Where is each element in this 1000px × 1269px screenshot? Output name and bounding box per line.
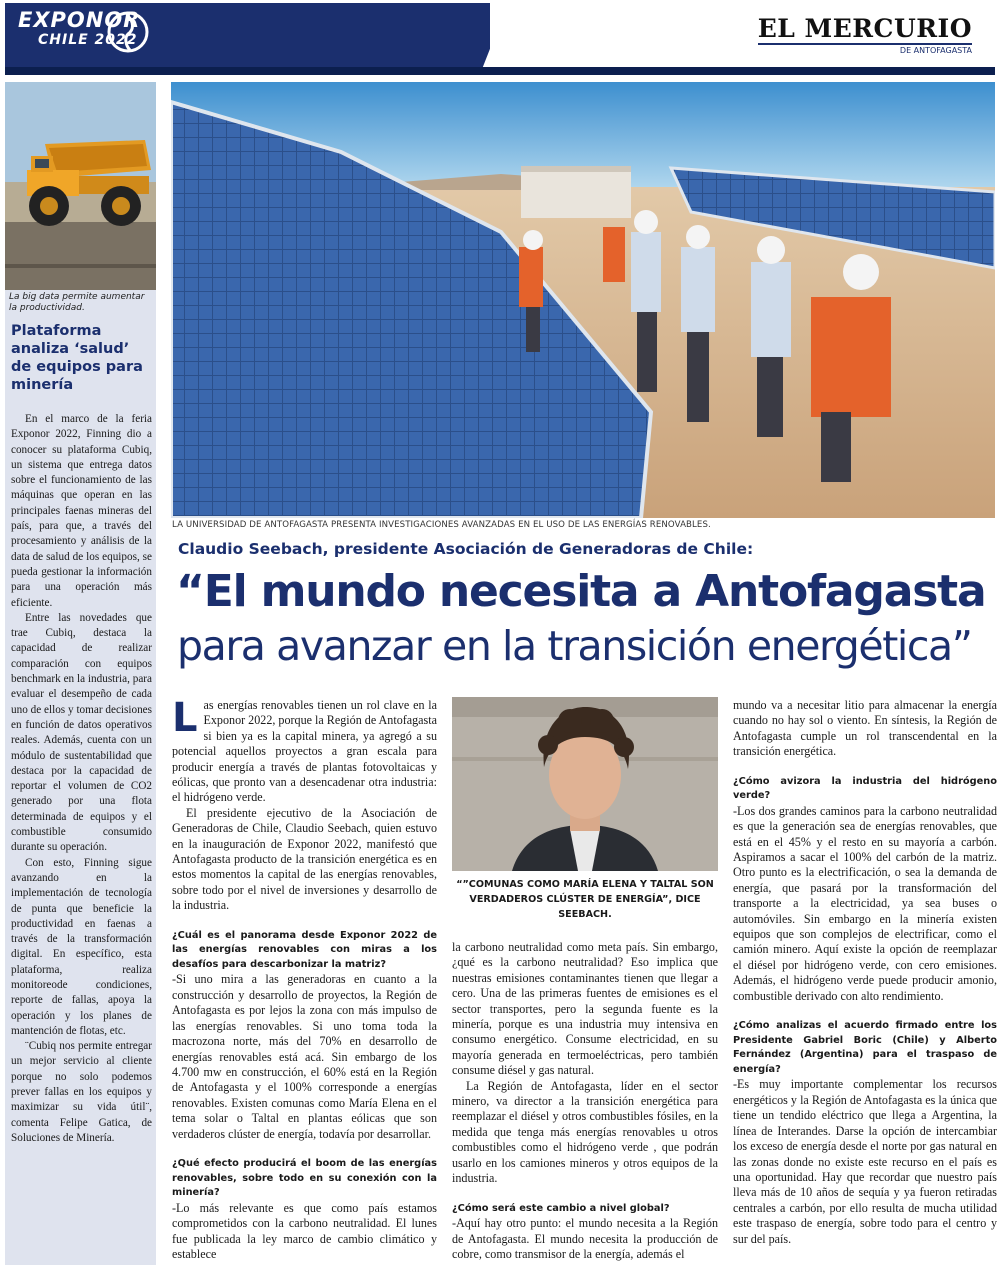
article-column-3 xyxy=(733,698,997,1247)
interview-question: ¿Cuál es el panorama desde Exponor 2022 de las energías renovables con miras a los desafíos para descarbonizar la matriz? xyxy=(172,929,437,970)
solar-panels-photo xyxy=(171,82,995,518)
headline-line2: para avanzar en la transición energética” xyxy=(177,622,972,670)
portrait-illustration xyxy=(452,697,718,871)
interview-question: ¿Cómo será este cambio a nivel global? xyxy=(452,1202,670,1214)
sidebar-title: Plataforma analiza ‘salud’ de equipos para minería xyxy=(11,323,143,393)
interview-answer: -Aquí hay otro punto: el mundo necesita a la Región de Antofagasta. El mundo necesita la producción de cobre, como transmisor de la energía, además el xyxy=(452,1216,718,1261)
sidebar-paragraph: Entre las novedades que trae Cubiq, destaca la capacidad de realizar comparación con equipos benchmark en la industria, para evaluar el desempeño de cada uno de ellos y tomar decisiones en función de datos operativos reales. Además, cuenta con un módulo de sustentabilidad que destaca por la capacidad de reportar el volumen de CO2 generado por una flota determinada de equipos y el combustible consumido durante su operación. xyxy=(11,611,152,854)
mining-truck-photo xyxy=(5,82,156,290)
article-column-2 xyxy=(452,940,718,1262)
interview-question: ¿Cómo analizas el acuerdo firmado entre los Presidente Gabriel Boric (Chile) y Alberto Fernández (Argentina) para el traspaso de energía? xyxy=(733,1020,997,1075)
interview-question: ¿Qué efecto producirá el boom de las energías renovables, sobre todo en su conexión con la minería? xyxy=(172,1157,437,1199)
interview-answer: -Lo más relevante es que como país estamos comprometidos con la carbono neutralidad. El lunes fue publicada la ley marco de cambio climático y establece xyxy=(172,1200,437,1261)
article-kicker: Claudio Seebach, presidente Asociación de Generadoras de Chile: xyxy=(178,540,754,558)
newspaper-subtitle: DE ANTOFAGASTA xyxy=(758,43,972,55)
sidebar-paragraph: En el marco de la feria Exponor 2022, Finning dio a conocer su plataforma Cubiq, un sistema que entrega datos sobre el funcionamiento de las máquinas que operan en las principales faenas mineras del país, para que, a través del procesamiento y análisis de la data de salud de los equipos, se pueda gestionar la información para una operación más eficiente. xyxy=(11,413,152,609)
sidebar-body xyxy=(11,412,152,1146)
article-paragraph: la carbono neutralidad como meta país. Sin embargo, ¿qué es la carbono neutralidad? Eso implica que nuestras emisiones contaminantes tienen que llegar a cero. Una de las primeras fuentes de emisiones es el sector transportes, pero la segunda fuente es la minería, porque es una industria muy intensiva en consumo energético. Consume electricidad, en su mayoría generada en termoeléctricas, pero también consume diésel y gas natural. xyxy=(452,940,718,1078)
sidebar-article xyxy=(5,82,156,1265)
page-header xyxy=(0,0,1000,78)
exponor-swoosh-icon xyxy=(104,8,152,56)
interview-answer: -Los dos grandes caminos para la carbono neutralidad es que la generación sea de energías renovables, que está en el 45% y el resto en su mayoría a carbón. Aspiramos a sacar el 100% del carbón de la matriz. Otro punto es la electrificación, o sea la demanda de energía, que pasará por la transformación del transporte a la electricidad, ya sea buses o automóviles. Sin embargo en la minería existen equipos que son complejos de electrificar, como el camión minero. Aquí existe la opción de reemplazar el diésel por hidrógeno verde, con cero emisiones. Además, el hidrógeno verde puede producir amonio, combustible derivado con alto rendimiento. xyxy=(733,803,997,1003)
interview-question: ¿Cómo avizora la industria del hidrógeno verde? xyxy=(733,775,997,802)
mining-truck-illustration xyxy=(5,82,156,290)
article-column-1 xyxy=(172,695,437,1262)
sidebar-paragraph: Con esto, Finning sigue avanzando en la implementación de tecnología de punta que beneficie la productividad en faenas a través de la transformación digital. En específico, esta plataforma, realiza monitoreode condiciones, reporte de fallas, apoya la operación y los planes de mantención de flotas, etc. xyxy=(11,856,152,1037)
interview-answer: -Es muy importante complementar los recursos energéticos y la Región de Antofagasta es la única que tiene un tendido eléctrico que llega a Argentina, la línea de Interandes. Darse la opción de intercambiar los exceso de energía desde el norte por gas natural en las zonas donde no existe este recurso en el país es una oportunidad. Hay que recordar que nuestro país lleva más de 10 años de sequía y ya fueron retiradas centrales a carbón, por ello resulta de mucha utilidad este traspaso de energía, sobre todo para el centro y sur del país. xyxy=(733,1077,997,1246)
solar-field-illustration xyxy=(171,82,995,518)
interview-answer: -Si uno mira a las generadoras en cuanto a la construcción y desarrollo de proyectos, la Región de Antofagasta es por lejos la zona con más impulso de las energías renovables. Si uno toma toda la macrozona norte, más del 70% en desarrollo de energías renovables está acá. Sin embargo de los 4.700 mw en construcción, el 60% está en la Región de Antofagasta y el 100% corresponde a energías renovables. Existen comunas como María Elena en el tema solar o Taltal en plantas eólicas que son verdaderos clúster de energía, todavía por desarrollar. xyxy=(172,972,437,1141)
headline-line1: “El mundo necesita a Antofagasta xyxy=(176,566,986,617)
article-paragraph: El presidente ejecutivo de la Asociación de Generadoras de Chile, Claudio Seebach, quien estuvo en la inauguración de Exponor 2022, manifestó que Antofagasta producto de la transición energética es en estos momentos la capital de las energías renovables, sobre todo por el nivel de inversiones y desarrollo de la industria. xyxy=(172,805,437,913)
newspaper-name: EL MERCURIO xyxy=(757,14,972,43)
article-paragraph: La Región de Antofagasta, líder en el sector minero, va director a la transición energética para reemplazar el diésel y otros combustibles fósiles, en la medida que tenga más energías renovables u otros combustibles como el hidrógeno verde , que podrán usarlo en los camiones mineros y otros equipos de la industria. xyxy=(452,1078,718,1186)
drop-cap: L xyxy=(172,695,198,741)
article-lead xyxy=(172,695,437,806)
exponor-logo-line2: CHILE 2022 xyxy=(38,32,138,48)
article-paragraph: mundo va a necesitar litio para almacenar la energía cuando no hay sol o viento. En síntesis, la Región de Antofagasta cumple un rol transcendental en la transición energética. xyxy=(733,698,997,759)
seebach-portrait xyxy=(452,697,718,871)
lead-text: as energías renovables tienen un rol clave en la Exponor 2022, porque la Región de Antofagasta si bien ya es la capital minera, ya agregó a su potencial aquellos proyectos a gran escala para producir energía a través de plantas fotovoltaicas y eólicas, que pronto van a desencadenar otra industria: el hidrógeno verde. xyxy=(172,698,437,805)
exponor-logo-line1: EXPONOR xyxy=(18,8,141,32)
sidebar-paragraph: ¨Cubiq nos permite entregar un mejor servicio al cliente porque no solo podemos prever fallas en los equipos y maximizar su vida útil¨, comenta Felipe Gatica, de Soluciones de Minería. xyxy=(11,1040,152,1144)
main-photo-caption: LA UNIVERSIDAD DE ANTOFAGASTA PRESENTA INVESTIGACIONES AVANZADAS EN EL USO DE LAS ENERGÍAS RENOVABLES. xyxy=(172,520,711,530)
sidebar-photo-caption: La big data permite aumentar la productividad. xyxy=(9,292,145,313)
portrait-caption: “”COMUNAS COMO MARÍA ELENA Y TALTAL SON VERDADEROS CLÚSTER DE ENERGÍA”, DICE SEEBACH. xyxy=(456,879,714,920)
header-rule xyxy=(5,67,995,75)
newspaper-logo xyxy=(758,14,972,55)
